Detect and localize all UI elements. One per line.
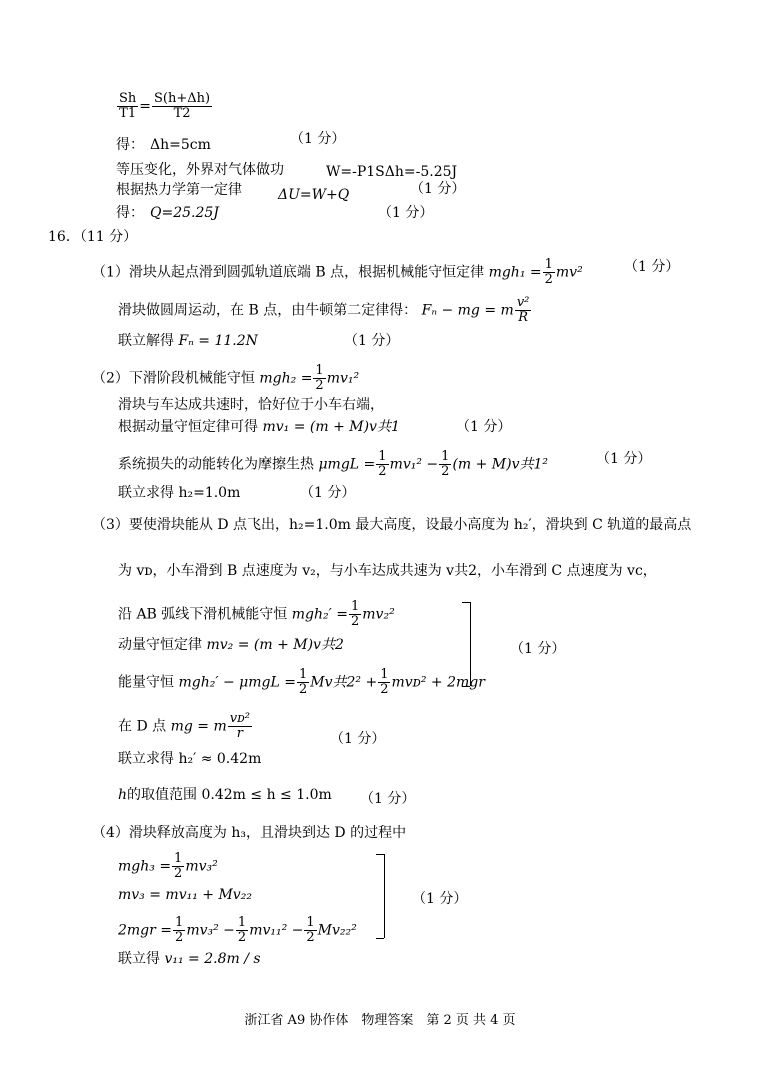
numerator: 1 (441, 449, 450, 464)
part2-line1 (92, 364, 359, 393)
brace-right (470, 602, 471, 686)
text: 沿 AB 弧线下滑机械能守恒 (118, 606, 288, 623)
part3-line7 (118, 750, 261, 768)
line-lead: 得： (116, 137, 144, 153)
score-label: （1 分） (624, 259, 680, 275)
part1-line1 (92, 258, 583, 287)
brace-bottom (376, 938, 384, 939)
math-expr: mgh₂′ − μmgL = (178, 674, 296, 691)
math-expr: Mv₂₂² (317, 922, 357, 939)
fraction (228, 712, 252, 741)
fraction (543, 258, 555, 287)
numerator: 1 (380, 667, 389, 682)
numerator: S(h+Δh) (154, 91, 211, 106)
math-expr: Fₙ − mg = m (421, 302, 514, 319)
numerator: 1 (378, 449, 387, 464)
math-expr: h₂′ ≈ 0.42m (178, 751, 262, 767)
math-expr: mv₁² (326, 370, 360, 387)
score-label: （1 分） (360, 791, 416, 807)
score-label: （1 分） (330, 731, 386, 747)
math-expr: mv² (555, 264, 583, 281)
denominator: 2 (380, 682, 389, 697)
text: （2）下滑阶段机械能守恒 (92, 370, 255, 387)
score-label: （1 分） (510, 641, 566, 657)
numerator: 1 (237, 915, 247, 930)
numerator: Sh (119, 91, 137, 106)
part4-eq3 (118, 916, 357, 945)
part4-eq2: mv₃ = mv₁₁ + Mv₂₂ (118, 887, 252, 903)
page-footer: 浙江省 A9 协作体 物理答案 第 2 页 共 4 页 (244, 1013, 516, 1028)
fraction (313, 364, 325, 393)
denominator: 2 (315, 378, 324, 393)
fraction (304, 916, 316, 945)
math-expr: mv₃² (185, 858, 218, 875)
denominator: 2 (237, 930, 247, 945)
dh-line (116, 136, 211, 154)
denominator: 2 (306, 930, 315, 945)
text: 根据动量守恒定律可得 (118, 419, 258, 435)
part3-line2: 为 vᴅ，小车滑到 B 点速度为 v₂，与小车达成共速为 v共2，小车滑到 C 点速度为 vc， (118, 563, 657, 579)
math-expr: mgh₂ = (259, 370, 313, 387)
math-expr: mg = m (170, 718, 227, 735)
denominator: r (236, 726, 243, 741)
score-label: （1 分） (344, 333, 400, 349)
numerator: v² (516, 295, 530, 310)
text: 联立求得 (118, 751, 174, 767)
math-expr: mgh₃ = (118, 858, 172, 875)
math-expr: mv₂ = (m + M)v共2 (206, 637, 344, 653)
fraction (172, 852, 184, 881)
math-expr: mv₁ = (m + M)v共1 (262, 419, 400, 435)
first-law-text: 根据热力学第一定律 (116, 182, 242, 198)
math-expr: h₂=1.0m (178, 485, 241, 501)
part2-line5 (118, 484, 240, 502)
part3-eq2 (118, 636, 344, 654)
math-expr: W=-P1SΔh=-5.25J (326, 164, 458, 180)
text: 联立解得 (118, 333, 174, 349)
denominator: 2 (441, 464, 450, 479)
part3-eq1 (118, 600, 395, 629)
part2-line2: 滑块与车达成共速时，恰好位于小车右端， (118, 397, 384, 413)
math-expr: mvᴅ² + 2mgr (391, 674, 485, 691)
math-expr: mv₃² − (186, 922, 235, 939)
fraction (349, 600, 361, 629)
denominator: 2 (298, 682, 308, 697)
fraction (376, 450, 388, 479)
math-expr: ΔU=W+Q (278, 187, 350, 203)
score-label: （1 分） (596, 451, 652, 467)
text: 系统损失的动能转化为摩擦生热 (118, 456, 314, 473)
denominator: 2 (174, 866, 183, 881)
line-lead: 得： (116, 205, 144, 221)
math-expr: h (118, 787, 128, 803)
text: 的取值范围 (127, 787, 198, 803)
score-label: （1 分） (410, 181, 466, 197)
text: 动量守恒定律 (118, 637, 202, 653)
math-expr: Mv共2² + (310, 674, 378, 691)
part1-line3 (118, 332, 258, 350)
math-expr: 2mgr = (118, 922, 173, 939)
fraction (515, 296, 532, 325)
numerator: 1 (175, 915, 184, 930)
part3-line8 (118, 786, 332, 804)
numerator: 1 (351, 599, 360, 614)
denominator: 2 (175, 930, 184, 945)
denominator: 2 (351, 614, 360, 629)
math-expr: mgh₁ = (488, 264, 542, 281)
denominator: R (518, 310, 528, 325)
math-expr: mv₁² − (389, 456, 439, 473)
denominator: 2 (378, 464, 387, 479)
text: （1）滑块从起点滑到圆弧轨道底端 B 点，根据机械能守恒定律 (92, 264, 485, 281)
part2-line3 (118, 418, 400, 436)
math-expr: 0.42m ≤ h ≤ 1.0m (201, 787, 332, 803)
part3-line1: （3）要使滑块能从 D 点飞出，h₂=1.0m 最大高度，设最小高度为 h₂′，滑块到 C 轨道的最高点 (92, 517, 692, 533)
part1-line2 (118, 296, 532, 325)
math-expr: μmgL = (318, 456, 376, 473)
score-label: （1 分） (290, 131, 346, 147)
fraction (297, 668, 309, 697)
denominator: T2 (173, 106, 191, 121)
math-expr: mv₁₁² − (249, 922, 304, 939)
numerator: 1 (298, 667, 308, 682)
score-label: （1 分） (300, 485, 356, 501)
score-label: （1 分） (378, 205, 434, 221)
math-expr: (m + M)v共1² (452, 456, 549, 473)
fraction (152, 92, 212, 121)
fraction (236, 916, 248, 945)
text: 滑块做圆周运动，在 B 点，由牛顿第二定律得： (118, 302, 418, 319)
brace-right (384, 854, 385, 938)
fraction (117, 92, 138, 121)
fraction (173, 916, 185, 945)
q-line (116, 204, 219, 222)
math-expr: mv₂² (362, 606, 395, 623)
math-expr: Fₙ = 11.2N (178, 333, 258, 349)
part4-line5 (118, 950, 261, 968)
brace-bottom (462, 686, 470, 687)
text: 在 D 点 (118, 718, 167, 735)
score-label: （1 分） (412, 891, 468, 907)
numerator: 1 (544, 257, 553, 272)
text: 能量守恒 (118, 674, 174, 691)
work-text: 等压变化，外界对气体做功 (116, 162, 284, 178)
math-expr: v₁₁ = 2.8m / s (164, 951, 261, 967)
fraction (439, 450, 451, 479)
text: 联立得 (118, 951, 160, 967)
part4-eq1 (118, 852, 218, 881)
part4-line1: （4）滑块释放高度为 h₃，且滑块到达 D 的过程中 (92, 825, 407, 841)
question-header: 16．（11 分） (48, 229, 138, 245)
math-expr: Δh=5cm (150, 137, 211, 153)
numerator: 1 (315, 363, 324, 378)
gas-law-equation (116, 92, 213, 121)
fraction (378, 668, 390, 697)
text: 联立求得 (118, 485, 174, 501)
denominator: 2 (544, 272, 553, 287)
numerator: 1 (174, 851, 183, 866)
part2-line4 (118, 450, 548, 479)
part3-eq3 (118, 668, 485, 697)
equals-sign: = (139, 98, 152, 115)
numerator: 1 (306, 915, 315, 930)
denominator: T1 (119, 106, 137, 121)
numerator: vᴅ² (229, 711, 250, 726)
brace-top (376, 854, 384, 855)
math-expr: Q=25.25J (150, 205, 219, 221)
part3-line6 (118, 712, 253, 741)
math-expr: mgh₂′ = (291, 606, 348, 623)
brace-top (462, 602, 470, 603)
score-label: （1 分） (456, 419, 512, 435)
